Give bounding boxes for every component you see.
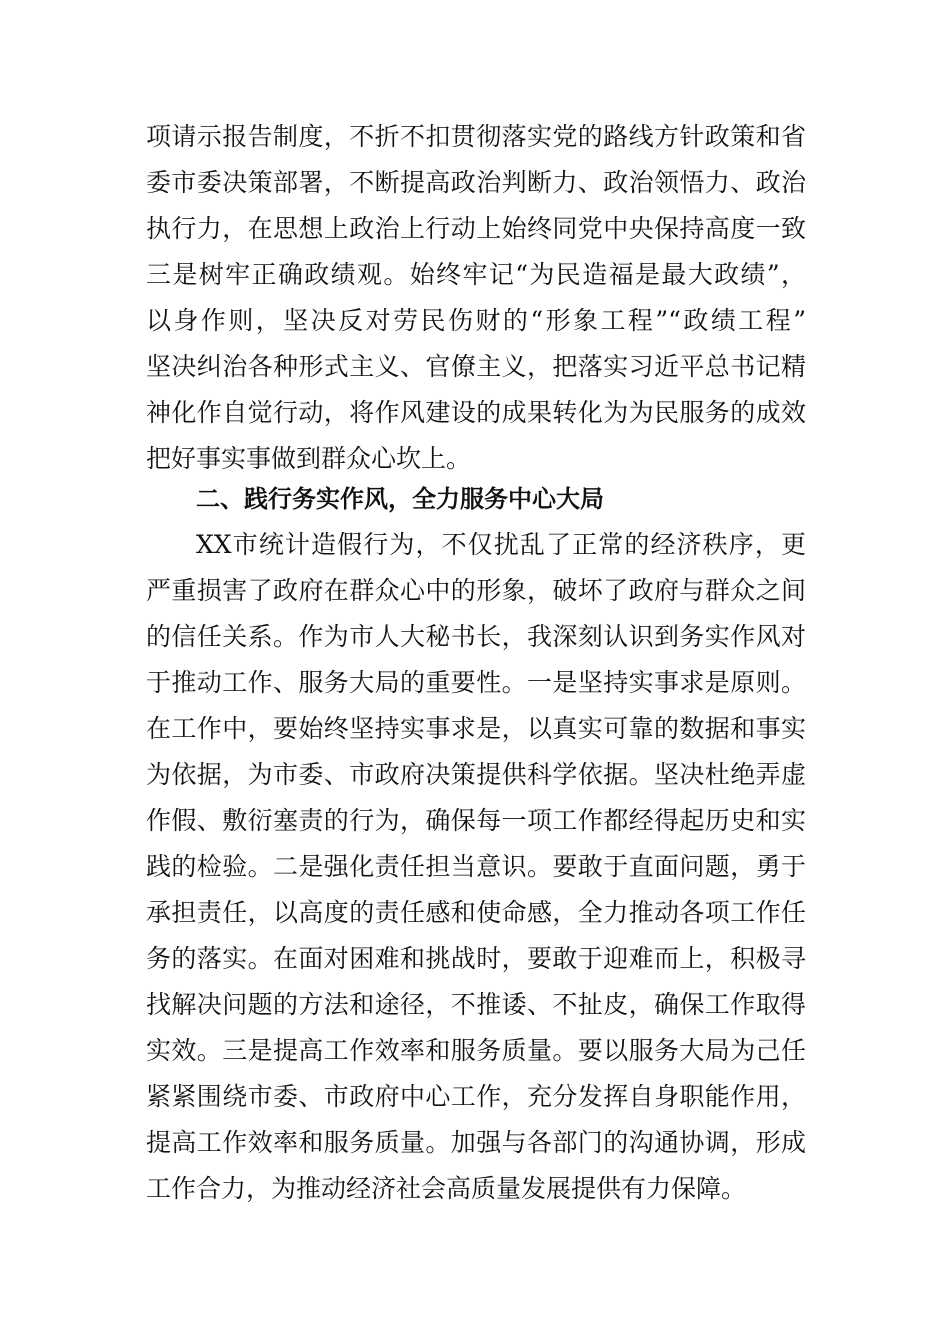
text-line: 工作合力，为推动经济社会高质量发展提供有力保障。	[146, 1174, 747, 1203]
text-line: 以身作则，坚决反对劳民伤财的“形象工程”“政绩工程”	[146, 306, 806, 335]
text-line: 执行力，在思想上政治上行动上始终同党中央保持高度一致	[146, 214, 806, 243]
text-line: 于推动工作、服务大局的重要性。一是坚持实事求是原则。	[146, 668, 806, 697]
text-line: 实效。三是提高工作效率和服务质量。要以服务大局为己任	[146, 1036, 806, 1065]
text-line: 务的落实。在面对困难和挑战时，要敢于迎难而上，积极寻	[146, 944, 806, 973]
text-line: 委市委决策部署，不断提高政治判断力、政治领悟力、政治	[146, 168, 806, 197]
text-line: 找解决问题的方法和途径，不推诿、不扯皮，确保工作取得	[146, 990, 806, 1019]
text-line: 严重损害了政府在群众心中的形象，破坏了政府与群众之间	[146, 576, 806, 605]
text-line: 在工作中，要始终坚持实事求是，以真实可靠的数据和事实	[146, 714, 806, 743]
text-line: 践的检验。二是强化责任担当意识。要敢于直面问题，勇于	[146, 852, 806, 881]
text-line: 坚决纠治各种形式主义、官僚主义，把落实习近平总书记精	[146, 352, 806, 381]
text-line: 作假、敷衍塞责的行为，确保每一项工作都经得起历史和实	[146, 806, 806, 835]
text-line: 的信任关系。作为市人大秘书长，我深刻认识到务实作风对	[146, 622, 806, 651]
text-line: 三是树牢正确政绩观。始终牢记“为民造福是最大政绩”，	[146, 260, 806, 289]
text-line: 神化作自觉行动，将作风建设的成果转化为为民服务的成效	[146, 398, 806, 427]
section-heading: 二、践行务实作风，全力服务中心大局	[196, 485, 604, 513]
text-line: 为依据，为市委、市政府决策提供科学依据。坚决杜绝弄虚	[146, 760, 806, 789]
text-line: 紧紧围绕市委、市政府中心工作，充分发挥自身职能作用，	[146, 1082, 806, 1111]
text-line: 把好事实事做到群众心坎上。	[146, 444, 472, 473]
text-line: 提高工作效率和服务质量。加强与各部门的沟通协调，形成	[146, 1128, 806, 1157]
text-line: 项请示报告制度，不折不扣贯彻落实党的路线方针政策和省	[146, 122, 806, 151]
text-line: 承担责任，以高度的责任感和使命感，全力推动各项工作任	[146, 898, 806, 927]
text-line: XX市统计造假行为，不仅扰乱了正常的经济秩序，更	[196, 530, 806, 559]
